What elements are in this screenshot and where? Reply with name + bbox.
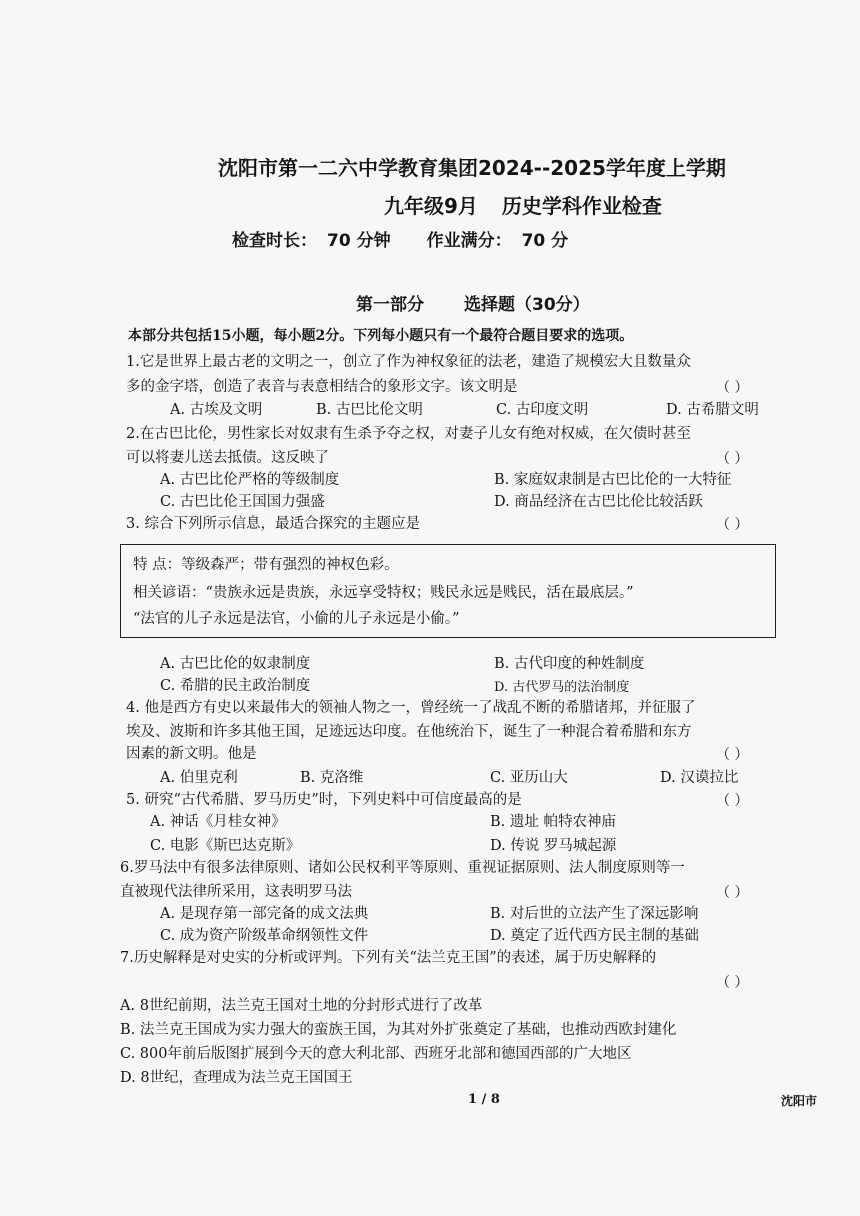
info-box-line-1: 特 点：等级森严；带有强烈的神权色彩。 (133, 557, 399, 573)
answer-paren-5: （ ） (716, 793, 749, 809)
question-7-option-c: C. 800年前后版图扩展到今天的意大利北部、西班牙北部和德国西部的广大地区 (120, 1046, 632, 1062)
question-5-option-b: B. 遗址 帕特农神庙 (490, 814, 616, 830)
question-6-option-b: B. 对后世的立法产生了深远影响 (490, 906, 699, 922)
section-instruction: 本部分共包括15小题，每小题2分。下列每小题只有一个最符合题目要求的选项。 (128, 328, 634, 344)
section-part: 第一部分 (356, 295, 424, 315)
answer-paren-1: （ ） (716, 380, 749, 396)
question-2-stem-line-1: 2.在古巴比伦，男性家长对奴隶有生杀予夺之权，对妻子儿女有绝对权威，在欠债时甚至 (126, 426, 691, 442)
question-6-option-a: A. 是现存第一部完备的成文法典 (160, 906, 369, 922)
score-value: 70 分 (521, 231, 569, 251)
question-7-option-b: B. 法兰克王国成为实力强大的蛮族王国，为其对外扩张奠定了基础，也推动西欧封建化 (120, 1022, 677, 1038)
exam-meta (232, 226, 604, 251)
info-box-line-2: 相关谚语：“贵族永远是贵族，永远享受特权；贱民永远是贱民，活在最底层。” (133, 585, 634, 601)
question-5-stem-line-1: 5. 研究“古代希腊、罗马历史”时，下列史料中可信度最高的是 (126, 792, 522, 808)
question-2-option-c: C. 古巴比伦王国国力强盛 (160, 494, 325, 510)
subject-label: 历史学科作业检查 (501, 194, 662, 218)
question-5-option-d: D. 传说 罗马城起源 (490, 838, 617, 854)
question-4-option-d: D. 汉谟拉比 (660, 770, 739, 786)
question-3-option-b: B. 古代印度的种姓制度 (494, 656, 645, 672)
question-6-stem-line-2: 直被现代法律所采用，这表明罗马法 (120, 884, 352, 900)
exam-title: 沈阳市第一二六中学教育集团2024--2025学年度上学期 (218, 156, 726, 180)
section-name: 选择题（30分） (464, 295, 590, 315)
question-7-option-a: A. 8世纪前期，法兰克王国对土地的分封形式进行了改革 (120, 998, 483, 1014)
question-3-info-box (120, 544, 776, 638)
info-box-line-3: “法官的儿子永远是法官，小偷的儿子永远是小偷。” (133, 611, 460, 627)
question-6-option-d: D. 奠定了近代西方民主制的基础 (490, 928, 699, 944)
question-1-option-d: D. 古希腊文明 (666, 402, 759, 418)
question-1-stem-line-1: 1.它是世界上最古老的文明之一，创立了作为神权象征的法老，建造了规模宏大且数量众 (126, 354, 691, 370)
answer-paren-6: （ ） (716, 885, 749, 901)
question-1-option-b: B. 古巴比伦文明 (316, 402, 423, 418)
question-4-stem-line-3: 因素的新文明。他是 (126, 746, 257, 762)
question-3-option-c: C. 希腊的民主政治制度 (160, 678, 311, 694)
question-2-option-a: A. 古巴比伦严格的等级制度 (160, 472, 340, 488)
section-heading (356, 290, 590, 315)
question-2-option-b: B. 家庭奴隶制是古巴比伦的一大特征 (494, 472, 732, 488)
question-3-stem-line-1: 3. 综合下列所示信息，最适合探究的主题应是 (126, 516, 420, 532)
question-4-option-b: B. 克洛维 (300, 770, 364, 786)
question-5-option-a: A. 神话《月桂女神》 (150, 814, 286, 830)
question-4-option-c: C. 亚历山大 (490, 770, 568, 786)
question-5-option-c: C. 电影《斯巴达克斯》 (150, 838, 301, 854)
question-2-option-d: D. 商品经济在古巴比伦比较活跃 (494, 494, 703, 510)
question-3-option-a: A. 古巴比伦的奴隶制度 (160, 656, 311, 672)
question-1-option-c: C. 古印度文明 (496, 402, 589, 418)
exam-subtitle (384, 190, 662, 219)
time-label: 检查时长： (232, 231, 317, 251)
question-4-stem-line-2: 埃及、波斯和许多其他王国，足迹远达印度。在他统治下，诞生了一种混合着希腊和东方 (126, 724, 692, 740)
question-1-option-a: A. 古埃及文明 (170, 402, 263, 418)
question-3-option-d: D. 古代罗马的法治制度 (494, 680, 630, 695)
score-label: 作业满分： (426, 231, 512, 251)
question-6-option-c: C. 成为资产阶级革命纲领性文件 (160, 928, 369, 944)
question-7-stem-line-1: 7.历史解释是对史实的分析或评判。下列有关“法兰克王国”的表述，属于历史解释的 (120, 950, 657, 966)
answer-paren-7: （ ） (716, 975, 749, 991)
answer-paren-4: （ ） (716, 747, 749, 763)
page-number: 1 / 8 (468, 1092, 500, 1107)
footer-right-text: 沈阳市 (781, 1094, 818, 1108)
time-value: 70 分钟 (327, 231, 391, 251)
question-6-stem-line-1: 6.罗马法中有很多法律原则、诸如公民权利平等原则、重视证据原则、法人制度原则等一 (120, 860, 685, 876)
question-7-option-d: D. 8世纪，查理成为法兰克王国国王 (120, 1070, 353, 1086)
question-4-stem-line-1: 4. 他是西方有史以来最伟大的领袖人物之一，曾经统一了战乱不断的希腊诸邦，并征服了 (126, 700, 696, 716)
question-2-stem-line-2: 可以将妻儿送去抵债。这反映了 (126, 450, 329, 466)
grade-label: 九年级9月 (384, 194, 478, 218)
question-1-stem-line-2: 多的金字塔，创造了表音与表意相结合的象形文字。该文明是 (126, 379, 518, 395)
answer-paren-3: （ ） (716, 517, 749, 533)
answer-paren-2: （ ） (716, 451, 749, 467)
question-4-option-a: A. 伯里克利 (160, 770, 238, 786)
